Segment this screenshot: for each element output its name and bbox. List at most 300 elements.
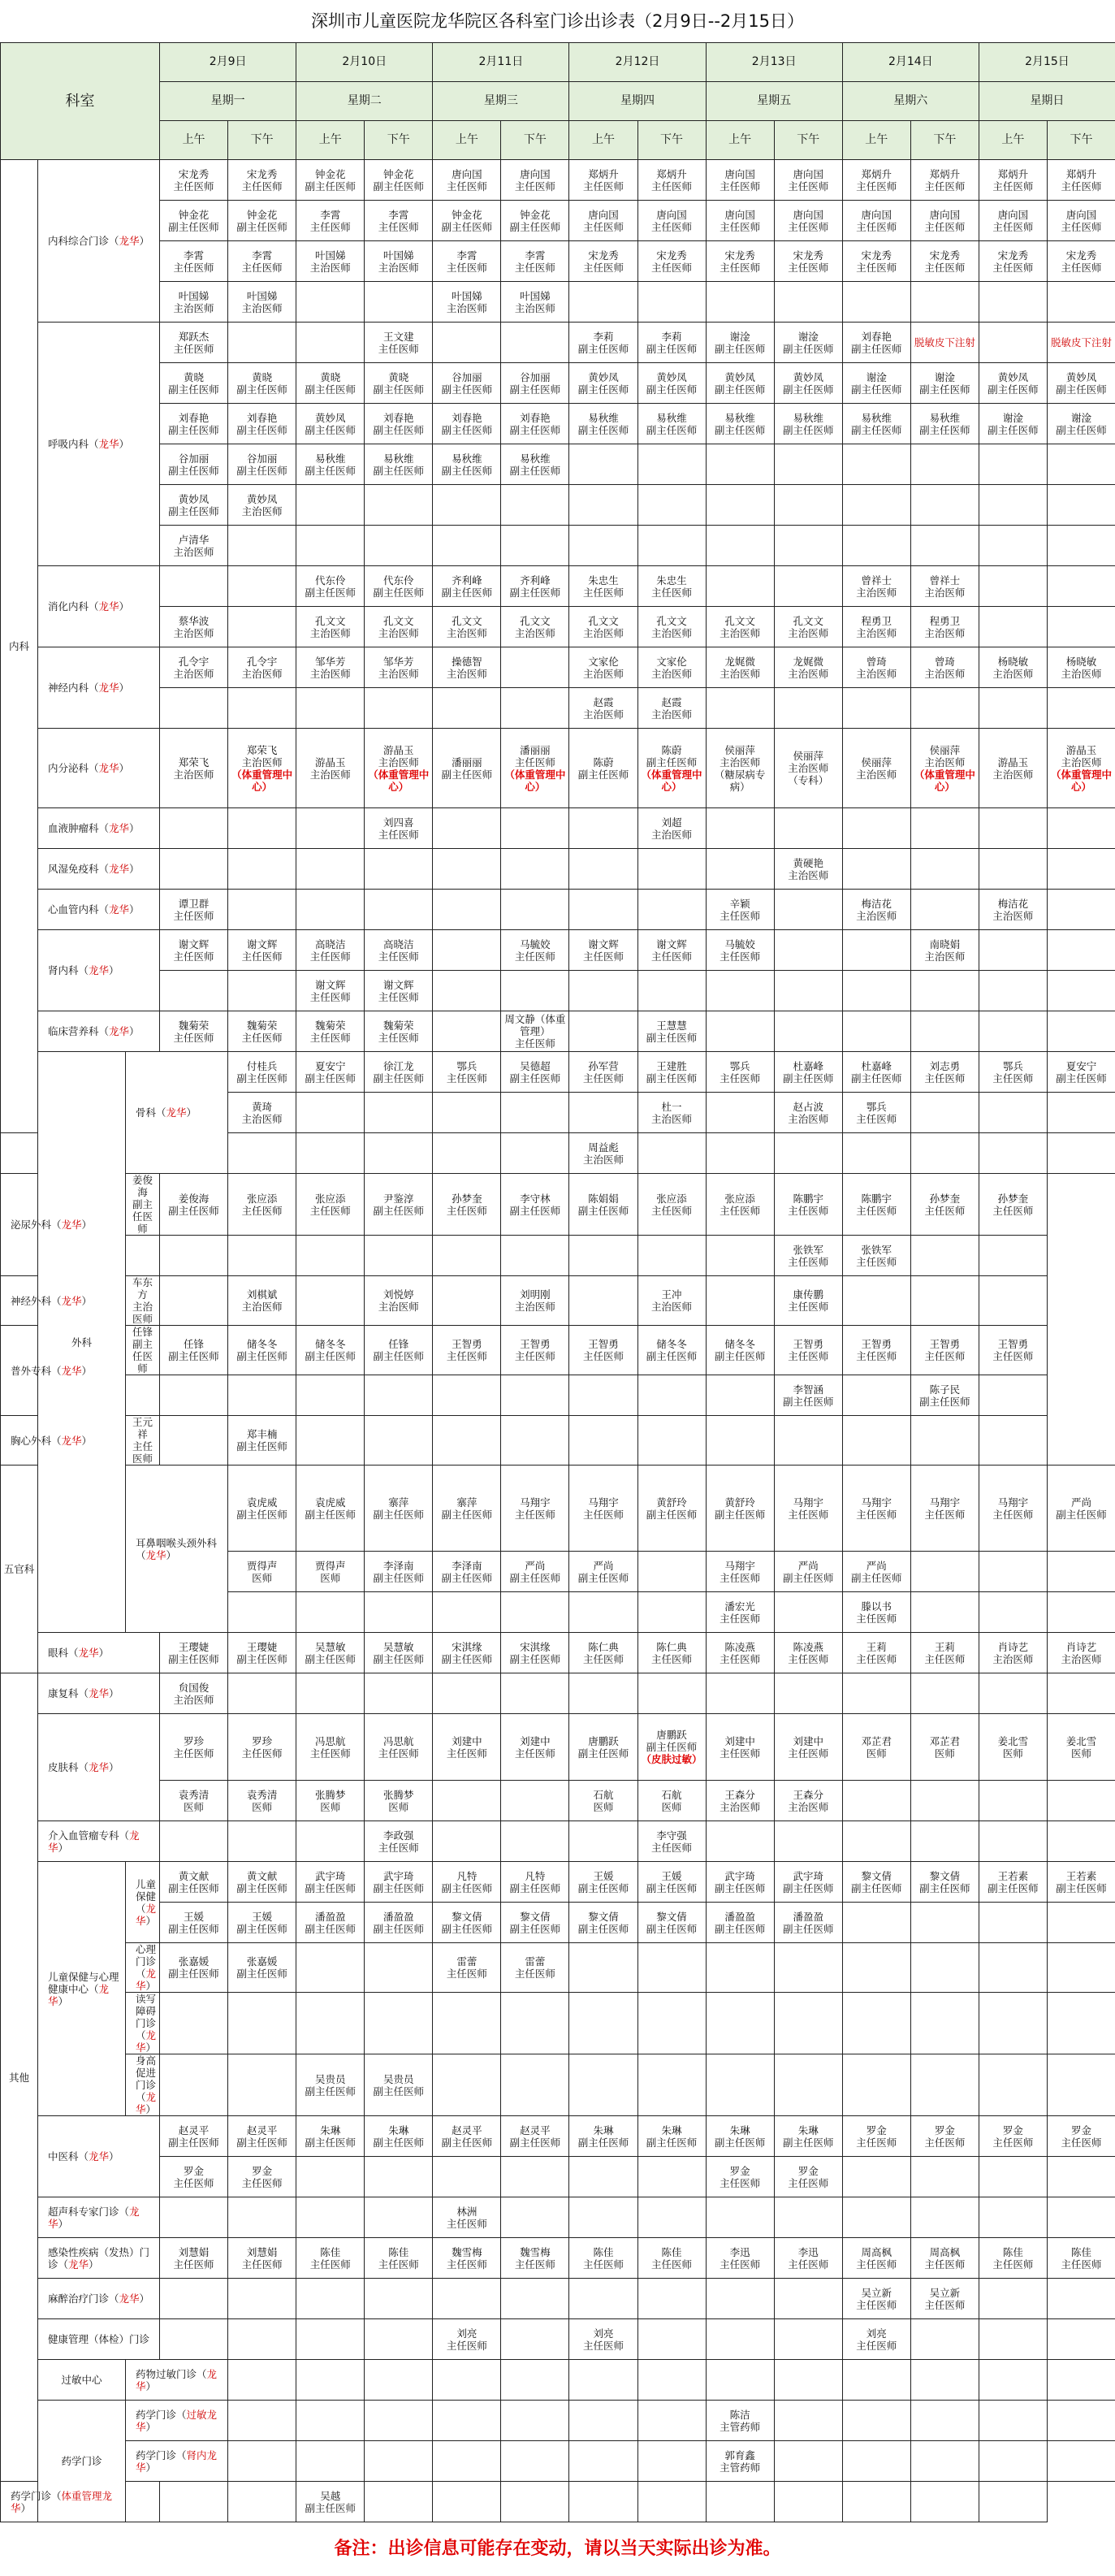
slot-cell (569, 1714, 637, 1781)
doctor-title: 主任医师 (651, 1653, 692, 1665)
dept-name: 儿童保健与心理健康中心 (48, 1971, 119, 1995)
slot-cell (637, 1862, 706, 1903)
slot-cell (774, 647, 842, 688)
doctor-title: 主任医师 (720, 262, 760, 274)
slot-cell (501, 1416, 569, 1466)
slot-cell (228, 2279, 296, 2319)
slot-cell (228, 1781, 296, 1821)
doctor-name: 魏菊荣 (383, 1020, 414, 1032)
slot-cell (160, 930, 228, 971)
slot-cell (365, 1592, 433, 1633)
doctor-title: 副主任医师 (851, 1882, 902, 1894)
schedule-row (1, 1466, 1115, 1552)
doctor-title: 副主任医师 (442, 1509, 493, 1521)
slot-cell (569, 1276, 637, 1326)
schedule-row (1, 444, 1115, 485)
slot-cell (160, 1993, 228, 2054)
slot-cell (501, 2401, 569, 2441)
schedule-row (1, 1673, 1115, 1714)
slot-cell (160, 2238, 228, 2279)
slot-cell (501, 1943, 569, 1993)
header-am: 上午 (296, 121, 365, 160)
slot-cell (1, 1133, 38, 1174)
slot-cell (365, 607, 433, 647)
slot-cell (842, 2360, 910, 2401)
doctor-name: 游晶玉 (383, 744, 414, 756)
doctor-name: 王智勇 (998, 1338, 1029, 1350)
slot-cell (160, 1903, 228, 1943)
slot-cell (569, 1821, 637, 1862)
doctor-name: 储冬冬 (247, 1338, 278, 1350)
doctor-name: 黄妙凤 (1066, 371, 1097, 383)
doctor-name: 袁虎威 (315, 1496, 346, 1509)
slot-cell (365, 1633, 433, 1673)
doctor-name: 唐向国 (452, 168, 482, 180)
doctor-name: 马翔宇 (930, 1496, 961, 1509)
doctor-title: 副主任医师 (374, 1572, 425, 1584)
slot-cell (706, 808, 774, 849)
doctor-name: 李迅 (730, 2246, 750, 2258)
slot-cell (501, 485, 569, 526)
doctor-name: 马翔宇 (520, 1496, 551, 1509)
doctor-title: 副主任医师 (715, 1350, 766, 1362)
doctor-title: 主治医师 (720, 1801, 760, 1813)
slot-cell (160, 1276, 228, 1326)
doctor-title: 副主任医师 (578, 424, 629, 436)
schedule-row (1, 607, 1115, 647)
slot-cell (842, 2197, 910, 2238)
slot-cell (160, 1326, 228, 1375)
slot-cell (979, 485, 1047, 526)
slot-cell (1047, 1093, 1115, 1133)
doctor-title: 副主任医师 (510, 383, 561, 396)
doctor-name: 陈佳 (1071, 2246, 1091, 2258)
doctor-name: 罗金 (935, 2124, 955, 2137)
slot-cell (979, 1326, 1047, 1375)
slot-cell (979, 1552, 1047, 1592)
slot-note: （体重管理中心） (642, 768, 702, 793)
doctor-title: 副主任医师 (305, 587, 356, 599)
slot-cell (706, 688, 774, 729)
slot-cell (433, 566, 501, 607)
dept-name: 眼科 (48, 1647, 68, 1659)
doctor-title: 主治医师 (174, 768, 214, 781)
slot-cell (910, 1673, 979, 1714)
slot-cell (296, 160, 365, 201)
doctor-name: 文家伦 (588, 656, 619, 668)
dept-name: 药学门诊 (136, 2449, 176, 2461)
doctor-title: 副主任医师 (236, 221, 287, 233)
dept-xinli: 心理门诊（龙华） (126, 1943, 160, 1993)
doctor-name: 罗金 (252, 2165, 272, 2177)
doctor-title: 副主任医师 (851, 424, 902, 436)
doctor-title: 副主任医师 (236, 1350, 287, 1362)
slot-cell (365, 2279, 433, 2319)
doctor-name: 刘慧娟 (179, 2246, 210, 2258)
slot-cell (842, 201, 910, 241)
doctor-name: 叶国娣 (383, 249, 414, 262)
doctor-name: 唐向国 (520, 168, 551, 180)
slot-cell (706, 1375, 774, 1416)
doctor-name: 周益彪 (588, 1141, 619, 1154)
slot-cell (842, 2238, 910, 2279)
slot-cell (501, 808, 569, 849)
slot-cell (706, 1943, 774, 1993)
doctor-title: 主任医师 (447, 2340, 487, 2352)
slot-cell (979, 647, 1047, 688)
doctor-name: 陈子民 (930, 1383, 961, 1396)
slot-cell (433, 363, 501, 404)
slot-cell (1047, 930, 1115, 971)
doctor-title: 主治医师 (378, 627, 419, 639)
slot-cell (228, 647, 296, 688)
slot-cell (910, 444, 979, 485)
slot-cell (637, 1093, 706, 1133)
category-yaoxue: 药学门诊 (38, 2401, 126, 2522)
slot-cell (160, 1781, 228, 1821)
slot-cell (569, 323, 637, 363)
doctor-name: 谢淦 (1071, 412, 1091, 424)
doctor-title: 主治医师 (856, 768, 897, 781)
doctor-title: 主任医师 (651, 180, 692, 193)
location-tag: 龙华 (48, 2206, 140, 2230)
slot-cell (433, 444, 501, 485)
slot-cell (979, 2116, 1047, 2157)
slot-cell (774, 1236, 842, 1276)
slot-cell (501, 1052, 569, 1093)
slot-cell (706, 2238, 774, 2279)
doctor-title: 主任医师 (583, 1350, 624, 1362)
dept-zhongyi: 中医科（龙华） (38, 2116, 160, 2197)
doctor-name: 曾琦 (935, 656, 955, 668)
slot-cell (569, 1903, 637, 1943)
slot-cell (842, 1714, 910, 1781)
doctor-title: 医师 (1071, 1747, 1091, 1760)
slot-cell (706, 1592, 774, 1633)
slot-cell (296, 849, 365, 890)
doctor-title: 副主任医师 (510, 221, 561, 233)
slot-cell (433, 971, 501, 1011)
slot-cell (365, 930, 433, 971)
doctor-title: 副主任医师 (374, 1923, 425, 1935)
dept-fengshi: 风湿免疫科（龙华） (38, 849, 160, 890)
slot-cell (228, 2157, 296, 2197)
doctor-title: 副主任医师 (919, 1882, 970, 1894)
doctor-title: 主任医师 (174, 2177, 214, 2189)
doctor-title: 副主任医师 (578, 343, 629, 355)
doctor-title: 主任医师 (720, 1205, 760, 1217)
doctor-title: 副主任医师 (305, 1072, 356, 1085)
slot-cell (910, 930, 979, 971)
slot-cell (228, 1052, 296, 1093)
slot-cell (228, 160, 296, 201)
slot-cell (774, 1276, 842, 1326)
slot-cell (706, 201, 774, 241)
doctor-name: 刘志勇 (930, 1060, 961, 1072)
doctor-title: 副主任医师 (442, 587, 493, 599)
doctor-title: 主治医师 (856, 587, 897, 599)
schedule-row (1, 1052, 1115, 1093)
doctor-title: 副主任医师 (442, 221, 493, 233)
doctor-name: 魏雪梅 (520, 2246, 551, 2258)
footer-note: 备注：出诊信息可能存在变动，请以当天实际出诊为准。 (0, 2522, 1115, 2576)
doctor-title: 主治医师 (856, 627, 897, 639)
slot-cell (433, 1375, 501, 1416)
slot-cell (501, 971, 569, 1011)
doctor-title: 副主任医师 (646, 1882, 698, 1894)
slot-cell (637, 1592, 706, 1633)
slot-cell (365, 282, 433, 323)
doctor-name: 魏菊荣 (315, 1020, 346, 1032)
slot-cell (160, 1862, 228, 1903)
slot-cell (296, 930, 365, 971)
slot-cell (774, 2279, 842, 2319)
slot-cell (706, 2054, 774, 2116)
doctor-name: 龙娓微 (793, 656, 823, 668)
doctor-title: 主治医师 (1061, 1653, 1101, 1665)
doctor-title: 主任医师 (651, 262, 692, 274)
doctor-name: 罗金 (867, 2124, 887, 2137)
slot-cell (365, 971, 433, 1011)
dept-name: 感染性疾病（发热）门诊 (48, 2246, 149, 2271)
header-pm: 下午 (501, 121, 569, 160)
doctor-title: 副主任医师 (442, 383, 493, 396)
slot-cell (501, 1011, 569, 1052)
slot-cell (774, 404, 842, 444)
doctor-name: 陈凌燕 (793, 1641, 823, 1653)
doctor-name: 孔文文 (588, 615, 619, 627)
slot-cell (501, 1633, 569, 1673)
slot-cell (160, 404, 228, 444)
doctor-title: 主任医师 (924, 2299, 965, 2311)
slot-cell (569, 2157, 637, 2197)
dept-name: 呼吸内科 (48, 438, 89, 450)
doctor-title: 副主任医师 (305, 1350, 356, 1362)
slot-cell (842, 688, 910, 729)
doctor-name: 邹华芳 (383, 656, 414, 668)
slot-cell (228, 404, 296, 444)
doctor-name: 武宇琦 (315, 1870, 346, 1882)
doctor-name: 唐向国 (998, 209, 1029, 221)
slot-cell (910, 1862, 979, 1903)
doctor-title: 副主任医师 (851, 383, 902, 396)
slot-cell (160, 1821, 228, 1862)
doctor-name: 冯思航 (383, 1735, 414, 1747)
doctor-name: 张嘉媛 (247, 1955, 278, 1968)
slot-cell (910, 2401, 979, 2441)
doctor-title: 主任医师 (651, 950, 692, 963)
location-tag: 龙华 (146, 1549, 166, 1561)
doctor-title: 副主任医师 (236, 424, 287, 436)
slot-cell (979, 363, 1047, 404)
slot-cell (160, 849, 228, 890)
doctor-title: 主治医师 (174, 627, 214, 639)
slot-cell (296, 1673, 365, 1714)
location-tag: 龙华 (89, 2150, 109, 2163)
doctor-title: 副主任医师 (646, 1509, 698, 1521)
doctor-name: 鄂兵 (1003, 1060, 1023, 1072)
doctor-title: 副主任医师 (442, 465, 493, 477)
location-tag: 龙华 (119, 2292, 140, 2305)
dept-ertong_xinli: 儿童保健与心理健康中心（龙华） (38, 1862, 126, 2116)
slot-cell (637, 2116, 706, 2157)
doctor-title: 副主任医师 (168, 221, 219, 233)
doctor-name: 潘盈盈 (383, 1911, 414, 1923)
slot-cell (637, 444, 706, 485)
slot-cell (569, 282, 637, 323)
slot-cell (296, 1276, 365, 1326)
slot-cell (842, 607, 910, 647)
doctor-title: 副主任医师 (578, 1205, 629, 1217)
slot-cell (774, 2401, 842, 2441)
doctor-title: 主任医师 (515, 262, 555, 274)
slot-cell (228, 1592, 296, 1633)
slot-cell (569, 1093, 637, 1133)
doctor-name: 黄妙凤 (588, 371, 619, 383)
slot-cell (433, 2401, 501, 2441)
doctor-name: 黄妙凤 (315, 412, 346, 424)
doctor-name: 谢文辉 (179, 938, 210, 950)
doctor-name: 朱琳 (662, 2124, 682, 2137)
header-dept: 科室 (1, 43, 160, 160)
doctor-name: 潘丽丽 (520, 744, 551, 756)
slot-cell (842, 2482, 910, 2522)
slot-cell (842, 526, 910, 566)
doctor-title: 主治医师 (447, 627, 487, 639)
doctor-name: 凡特 (456, 1870, 477, 1882)
doctor-name: 高晓洁 (315, 938, 346, 950)
doctor-title: 主任医师 (447, 1072, 487, 1085)
slot-cell (910, 2197, 979, 2238)
slot-cell (501, 607, 569, 647)
slot-cell (569, 1592, 637, 1633)
doctor-title: 主治医师 (1061, 756, 1101, 768)
doctor-name: 武宇琦 (793, 1870, 823, 1882)
slot-cell (1047, 1943, 1115, 1993)
slot-cell (296, 2319, 365, 2360)
doctor-title: 主任医师 (788, 2258, 828, 2271)
dept-name: 儿童保健 (136, 1878, 156, 1903)
slot-cell (365, 729, 433, 808)
slot-cell (706, 729, 774, 808)
slot-cell (774, 1052, 842, 1093)
doctor-name: 刘春艳 (179, 412, 210, 424)
doctor-title: 副主任医师 (783, 1923, 834, 1935)
doctor-title: 副主任医师 (442, 1923, 493, 1935)
slot-cell (842, 1552, 910, 1592)
doctor-name: 杜嘉峰 (862, 1060, 892, 1072)
slot-cell (637, 1943, 706, 1993)
doctor-title: 主治医师 (992, 1653, 1033, 1665)
slot-cell (433, 1174, 501, 1236)
slot-cell (501, 1993, 569, 2054)
doctor-name: 王智勇 (862, 1338, 892, 1350)
doctor-name: 钟金花 (452, 209, 482, 221)
slot-cell (842, 1781, 910, 1821)
slot-cell (774, 849, 842, 890)
dept-name: 药学门诊 (11, 2490, 51, 2502)
doctor-name: 孔令宇 (247, 656, 278, 668)
doctor-name: 游晶玉 (998, 756, 1029, 768)
slot-cell (160, 1633, 228, 1673)
slot-cell (842, 2441, 910, 2482)
doctor-title: 主任医师 (720, 221, 760, 233)
doctor-title: 副主任医师 (646, 424, 698, 436)
doctor-title: 主任医师 (515, 950, 555, 963)
slot-cell (1047, 808, 1115, 849)
slot-cell (433, 2360, 501, 2401)
slot-cell (501, 930, 569, 971)
location-tag: 龙华 (48, 1829, 140, 1854)
doctor-name: 赵灵平 (247, 2124, 278, 2137)
doctor-name: 张嘉媛 (179, 1955, 210, 1968)
dept-name: 药学门诊 (136, 2409, 176, 2421)
slot-cell (637, 1375, 706, 1416)
slot-cell (979, 282, 1047, 323)
doctor-name: 龙娓微 (724, 656, 755, 668)
slot-cell (979, 241, 1047, 282)
doctor-title: 主治医师 (651, 1113, 692, 1125)
slot-cell (365, 1093, 433, 1133)
slot-cell (637, 1052, 706, 1093)
slot-cell (501, 1714, 569, 1781)
doctor-title: 副主任医师 (510, 465, 561, 477)
slot-cell (433, 1011, 501, 1052)
slot-cell (569, 2319, 637, 2360)
slot-cell (1047, 1993, 1115, 2054)
doctor-name: 陈佳 (388, 2246, 408, 2258)
header-pm: 下午 (365, 121, 433, 160)
slot-cell (979, 1862, 1047, 1903)
slot-cell (160, 2319, 228, 2360)
doctor-name: 唐向国 (930, 209, 961, 221)
doctor-title: 副主任医师 (783, 2137, 834, 2149)
doctor-name: 马翔宇 (862, 1496, 892, 1509)
slot-cell (160, 2054, 228, 2116)
slot-cell (569, 485, 637, 526)
doctor-name: 谷加丽 (520, 371, 551, 383)
slot-cell (637, 1133, 706, 1174)
slot-cell (637, 566, 706, 607)
doctor-title: 主任医师 (924, 1350, 965, 1362)
slot-cell (228, 2238, 296, 2279)
doctor-title: 副主任医师 (851, 343, 902, 355)
slot-cell (637, 1903, 706, 1943)
slot-cell (296, 1993, 365, 2054)
slot-cell (842, 2401, 910, 2441)
slot-cell (910, 1276, 979, 1326)
slot-cell (296, 282, 365, 323)
slot-cell (706, 1174, 774, 1236)
doctor-name: 孔文文 (656, 615, 687, 627)
slot-cell (433, 688, 501, 729)
doctor-name: 贠国俊 (179, 1682, 210, 1694)
doctor-title: 副主任医师 (578, 2137, 629, 2149)
slot-cell (433, 1276, 501, 1326)
dept-name: 消化内科 (48, 600, 89, 613)
slot-cell (910, 2116, 979, 2157)
doctor-title: 副主任医师 (374, 1350, 425, 1362)
slot-cell (501, 1236, 569, 1276)
doctor-name: 严尚 (1071, 1496, 1091, 1509)
slot-cell (842, 566, 910, 607)
slot-cell (637, 849, 706, 890)
slot-cell (774, 526, 842, 566)
slot-cell (910, 1552, 979, 1592)
schedule-row (1, 849, 1115, 890)
slot-cell (910, 526, 979, 566)
doctor-title: 主任医师 (856, 1350, 897, 1362)
